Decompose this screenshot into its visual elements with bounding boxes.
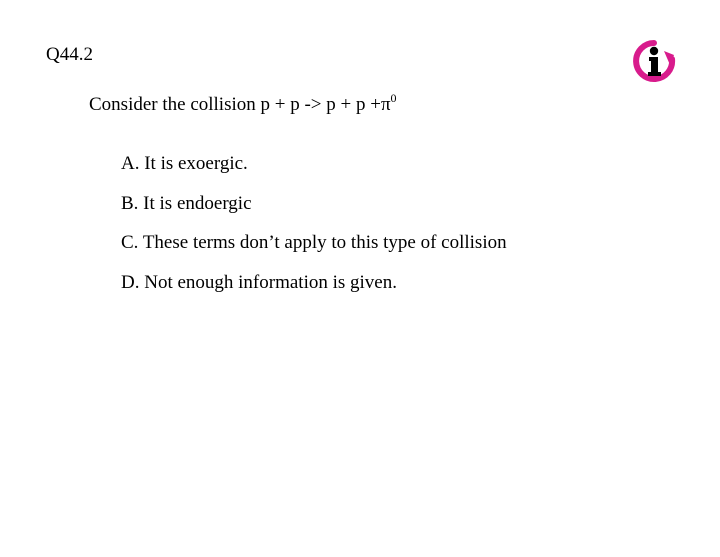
pi-symbol: π [380, 94, 391, 115]
option-a: A. It is exoergic. [121, 153, 248, 174]
logo-dot [650, 47, 658, 55]
question-id: Q44.2 [46, 44, 93, 65]
info-logo-icon [630, 37, 678, 85]
question-text [89, 87, 397, 116]
option-b: B. It is endoergic [121, 192, 252, 214]
answer-options [121, 153, 507, 311]
question-body: Consider the collision p + p -> p + p + [89, 94, 381, 115]
option-c: C. These terms don’t apply to this type of collision [121, 232, 507, 253]
logo-stem [648, 57, 661, 76]
pi-superscript: 0 [390, 91, 397, 105]
option-d: D. Not enough information is given. [121, 271, 397, 293]
